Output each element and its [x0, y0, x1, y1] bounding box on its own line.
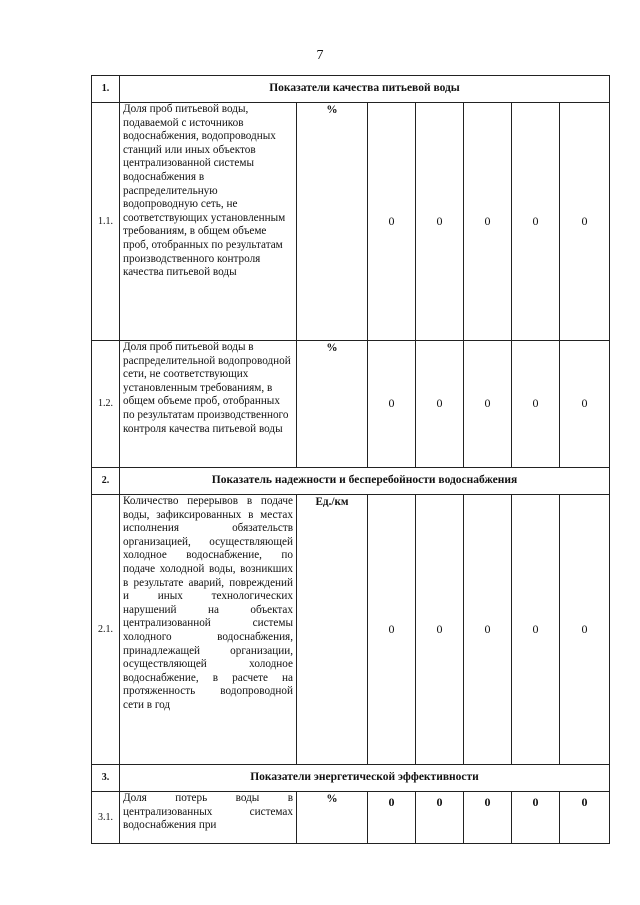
value-cell: 0: [416, 495, 464, 765]
value-cell: 0: [464, 341, 512, 468]
row-number: 3.1.: [92, 792, 120, 844]
section-header-row: [92, 765, 610, 792]
indicator-name: Доля потерь воды в централизованных системах водоснабжения при: [120, 792, 297, 844]
value-cell: 0: [512, 103, 560, 341]
section-title: Показатели качества питьевой воды: [120, 76, 610, 103]
value-cell: 0: [512, 341, 560, 468]
unit-cell: Ед./км: [297, 495, 368, 765]
value-cell: 0: [560, 103, 610, 341]
unit-cell: %: [297, 103, 368, 341]
row-number: 1.1.: [92, 103, 120, 341]
section-title: Показатель надежности и бесперебойности водоснабжения: [120, 468, 610, 495]
page-number: 7: [316, 48, 324, 63]
section-title: Показатели энергетической эффективности: [120, 765, 610, 792]
section-header-row: [92, 468, 610, 495]
value-cell: 0: [560, 792, 610, 844]
section-number: 3.: [92, 765, 120, 792]
section-number: 2.: [92, 468, 120, 495]
value-cell: 0: [464, 495, 512, 765]
value-cell: 0: [368, 495, 416, 765]
indicator-name: Количество перерывов в подаче воды, зафиксированных в местах исполнения обязательств организацией, осуществляющей холодное водоснабжение, по подаче холодной воды, возникших в результате аварий, повреждений и иных технологических нарушений на объектах централизованной системы холодного водоснабжения, принадлежащей организации, осуществляющей холодное водоснабжение, в расчете на протяженность водопроводной сети в год: [120, 495, 297, 765]
value-cell: 0: [560, 341, 610, 468]
value-cell: 0: [368, 341, 416, 468]
row-number: 1.2.: [92, 341, 120, 468]
table-row: [92, 495, 610, 765]
table-row: [92, 792, 610, 844]
table-row: [92, 341, 610, 468]
indicator-name: Доля проб питьевой воды в распределительной водопроводной сети, не соответствующих установленным требованиям, в общем объеме проб, отобранных по результатам производственного контроля качества питьевой воды: [120, 341, 297, 468]
value-cell: 0: [464, 103, 512, 341]
value-cell: 0: [416, 103, 464, 341]
unit-cell: %: [297, 792, 368, 844]
value-cell: 0: [368, 792, 416, 844]
value-cell: 0: [416, 341, 464, 468]
section-header-row: [92, 76, 610, 103]
indicator-name: Доля проб питьевой воды, подаваемой с источников водоснабжения, водопроводных станций или иных объектов централизованной системы водоснабжения в распределительную водопроводную сеть, не соответствующих установленным требованиям, в общем объеме проб, отобранных по результатам производственного контроля качества питьевой воды: [120, 103, 297, 341]
table-row: [92, 103, 610, 341]
value-cell: 0: [416, 792, 464, 844]
row-number: 2.1.: [92, 495, 120, 765]
unit-cell: %: [297, 341, 368, 468]
value-cell: 0: [368, 103, 416, 341]
value-cell: 0: [560, 495, 610, 765]
value-cell: 0: [512, 792, 560, 844]
section-number: 1.: [92, 76, 120, 103]
value-cell: 0: [464, 792, 512, 844]
value-cell: 0: [512, 495, 560, 765]
indicators-table: [91, 75, 610, 844]
